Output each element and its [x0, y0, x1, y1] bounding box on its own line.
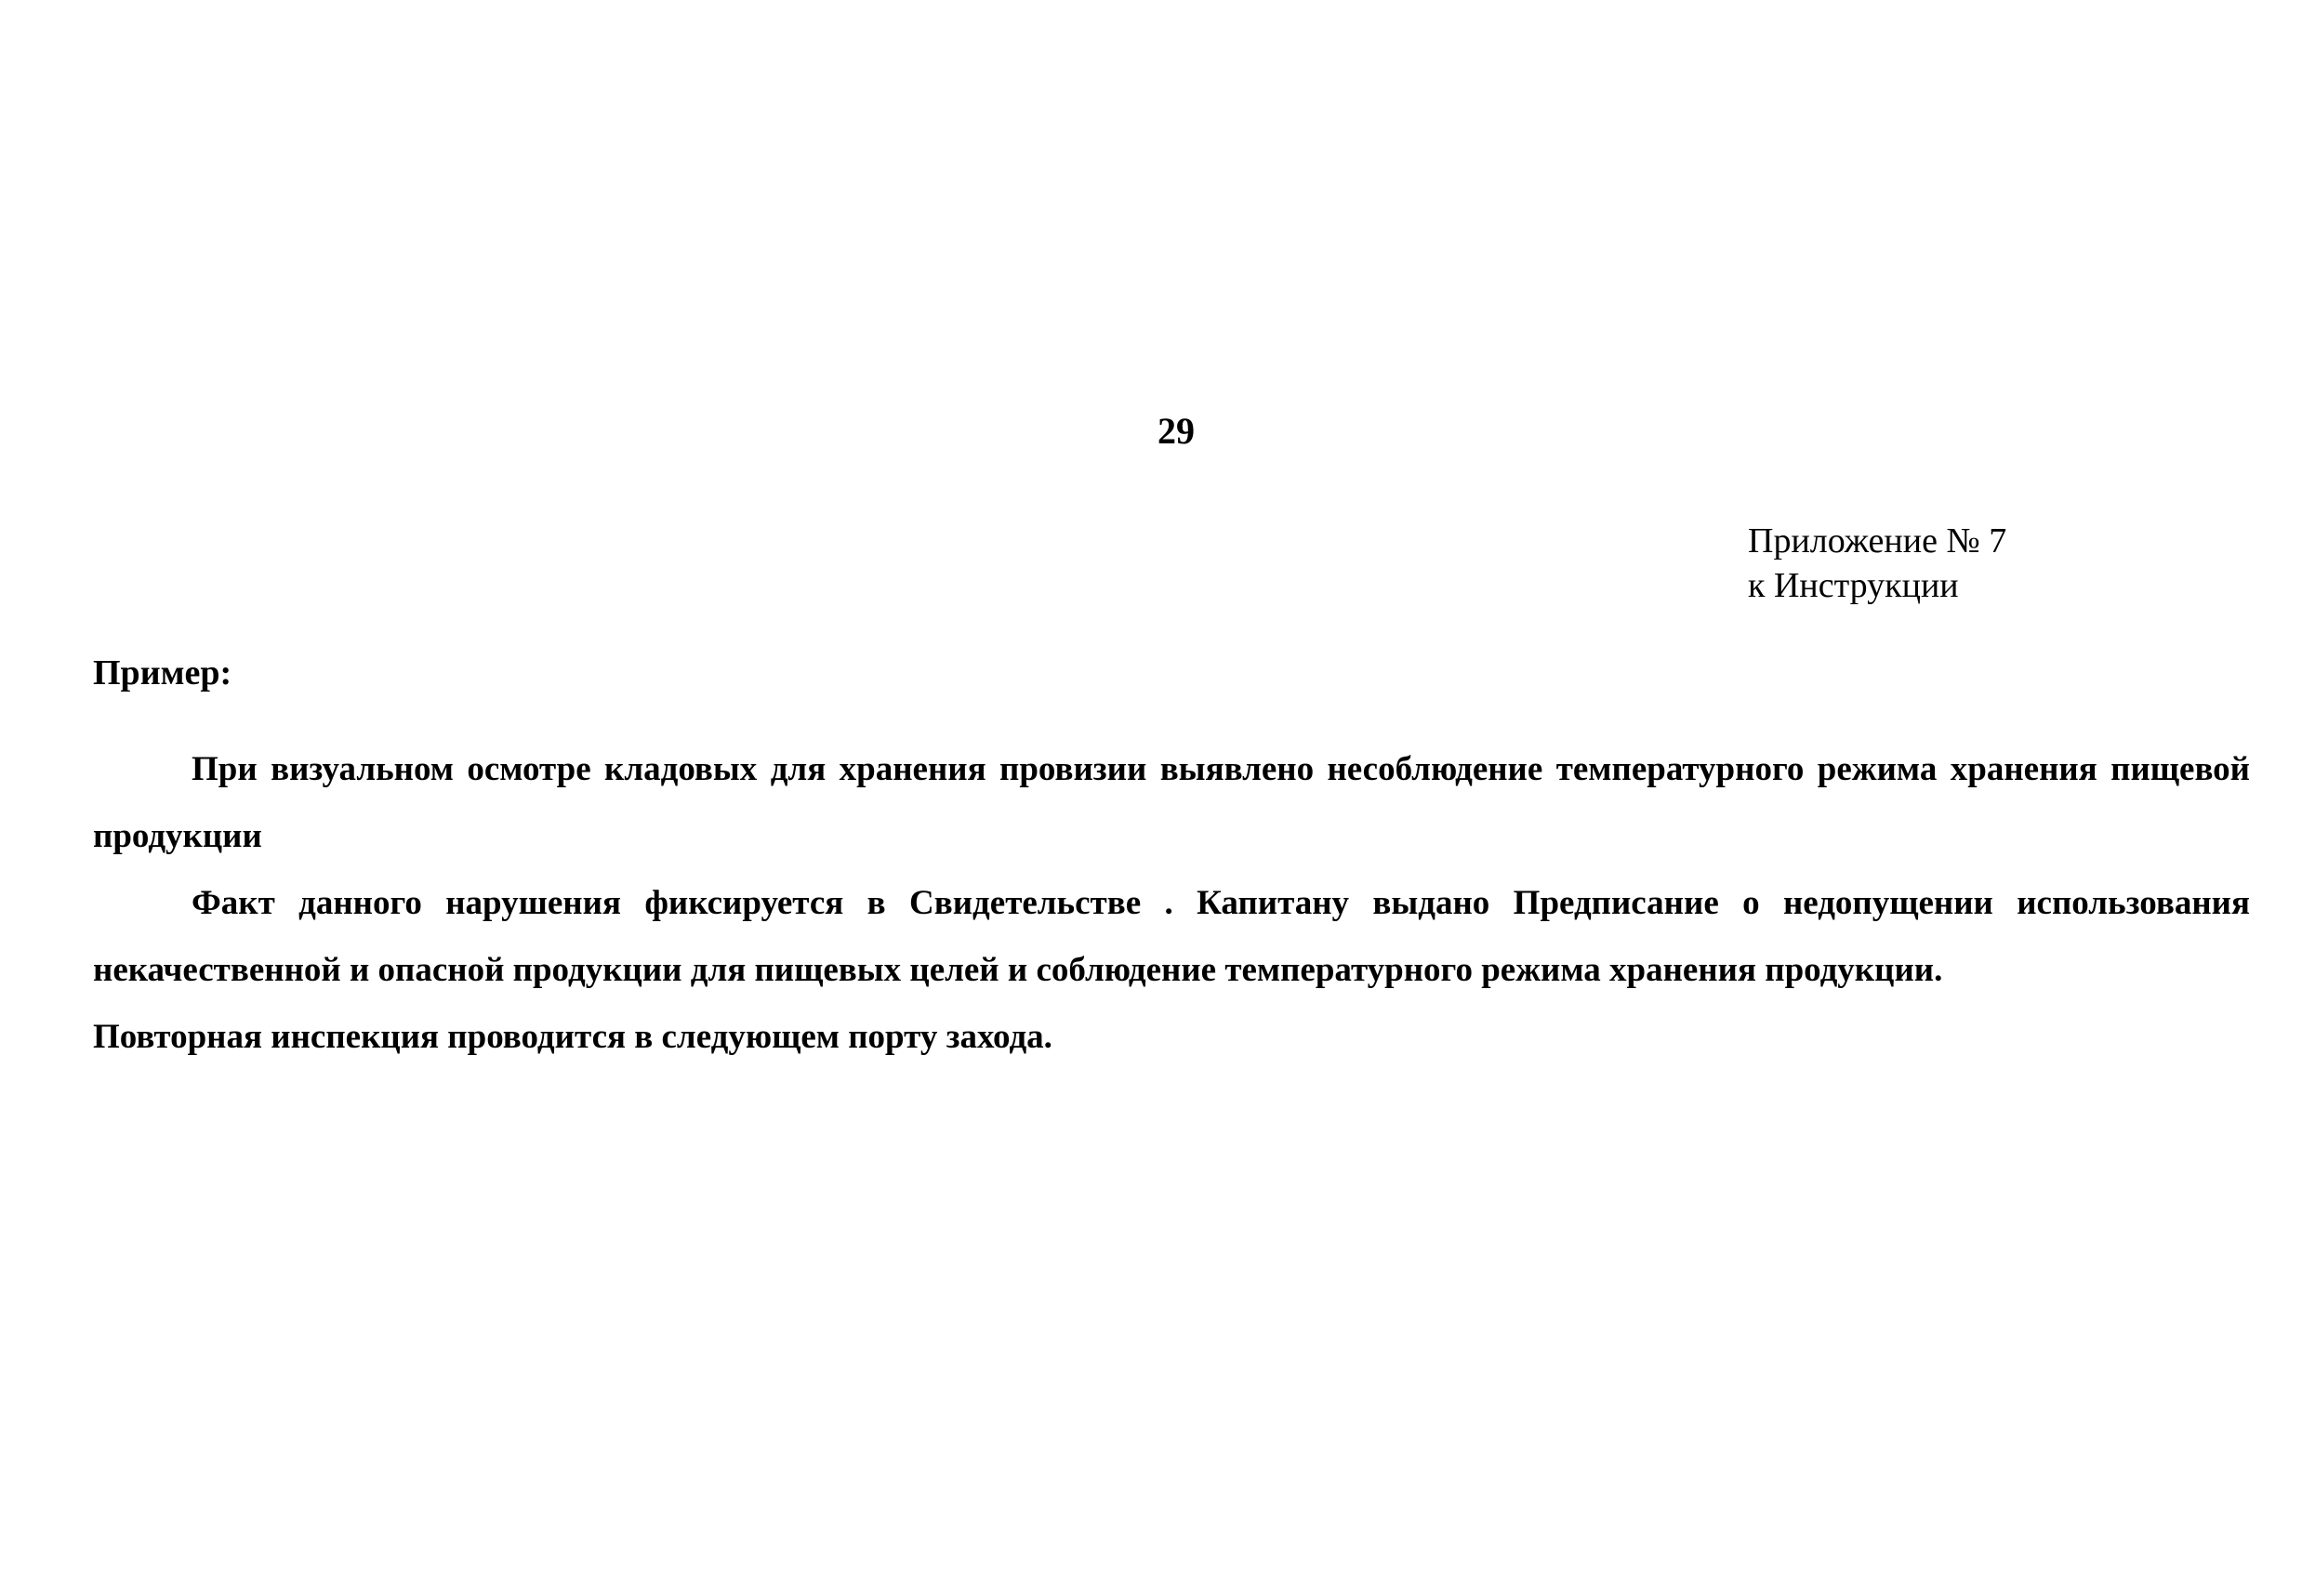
example-heading: Пример: [93, 653, 232, 692]
page-number: 29 [1158, 410, 1195, 452]
paragraph-violation-record: Факт данного нарушения фиксируется в Свидетельстве . Капитану выдано Предписание о недопущении использования некачественной и опасной продукции для пищевых целей и соблюдение температурного режима хранения продукции. [93, 884, 2250, 989]
paragraph-inspection-finding: При визуальном осмотре кладовых для хранения провизии выявлено несоблюдение температурного режима хранения пищевой продукции [93, 750, 2250, 855]
paragraph-reinspection: Повторная инспекция проводится в следующем порту захода. [93, 1018, 1052, 1056]
example-body [93, 736, 2250, 1071]
appendix-instruction-ref: к Инструкции [1748, 566, 1959, 605]
appendix-number: Приложение № 7 [1748, 521, 2007, 561]
appendix-reference [1748, 519, 2006, 608]
